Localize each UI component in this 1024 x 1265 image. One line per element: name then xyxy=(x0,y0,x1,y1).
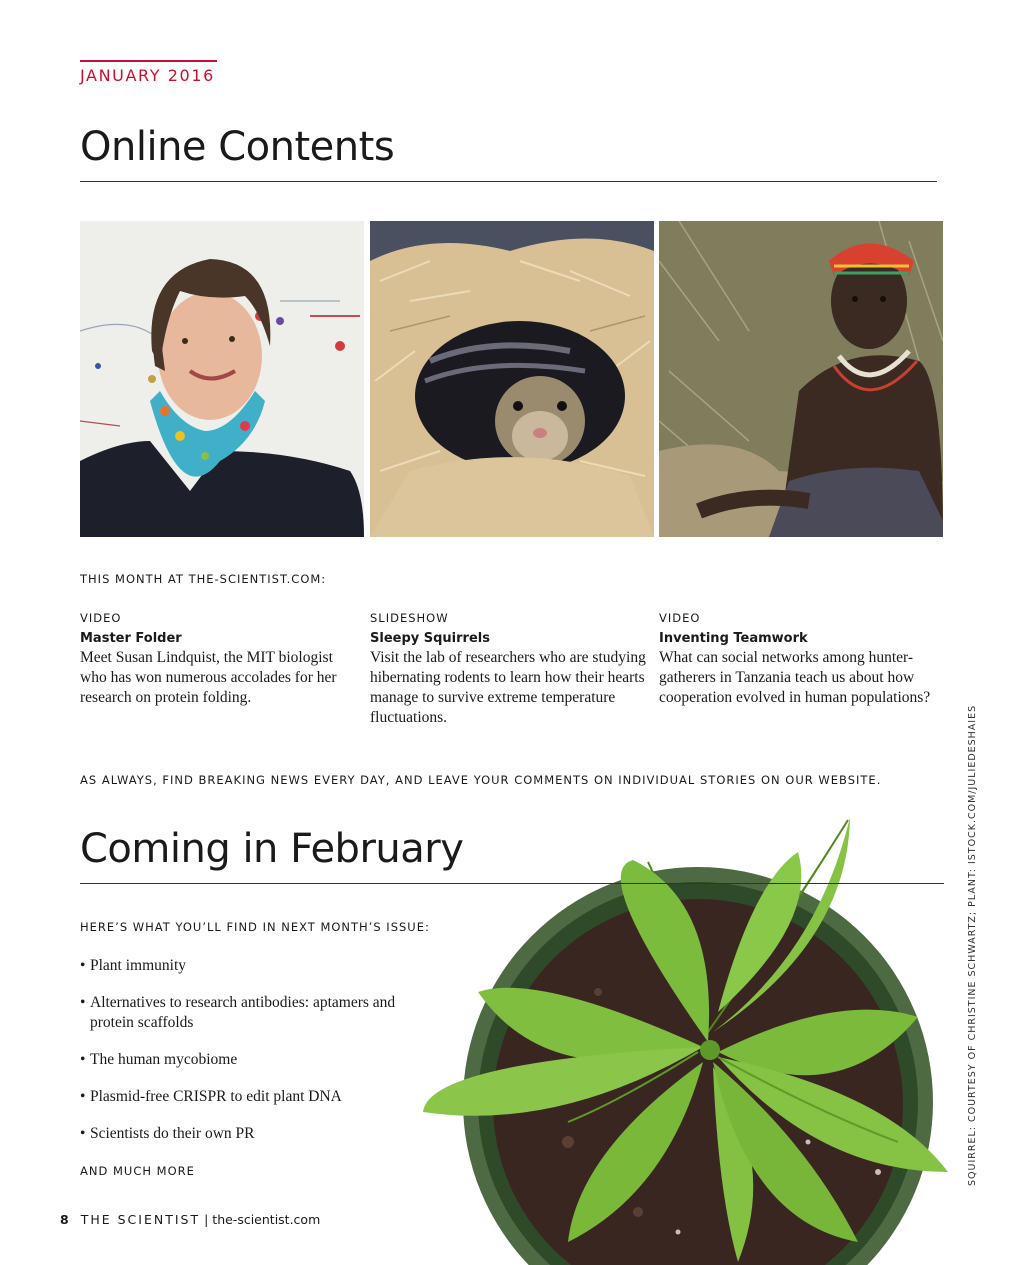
page-footer xyxy=(60,1212,320,1227)
bullet: • xyxy=(80,957,86,974)
footer-separator: | xyxy=(204,1212,209,1227)
list-item xyxy=(80,1124,410,1144)
item-headline[interactable]: Sleepy Squirrels xyxy=(370,631,490,646)
online-contents-title: Online Contents xyxy=(80,124,395,170)
bullet: • xyxy=(80,1125,86,1142)
online-item-master-folder[interactable] xyxy=(80,611,362,708)
list-item-text: Alternatives to research antibodies: aptamers and protein scaffolds xyxy=(90,994,396,1031)
bullet: • xyxy=(80,1088,86,1105)
list-item-text: The human mycobiome xyxy=(90,1051,238,1068)
list-item xyxy=(80,993,410,1033)
photo-susan-lindquist xyxy=(80,221,364,537)
bullet: • xyxy=(80,994,86,1011)
list-item xyxy=(80,956,410,976)
item-kind: SLIDESHOW xyxy=(370,611,449,625)
list-item xyxy=(80,1050,410,1070)
coming-in-february-title: Coming in February xyxy=(80,826,464,872)
online-contents-rule xyxy=(80,181,937,182)
list-item xyxy=(80,1087,410,1107)
bullet: • xyxy=(80,1051,86,1068)
item-kind: VIDEO xyxy=(80,611,122,625)
list-item-text: Scientists do their own PR xyxy=(90,1125,255,1142)
page-number: 8 xyxy=(60,1212,69,1227)
photo-pepper-plant xyxy=(418,812,958,1265)
next-issue-intro: HERE’S WHAT YOU’LL FIND IN NEXT MONTH’S ISSUE: xyxy=(80,920,430,934)
issue-date-rule xyxy=(80,60,217,62)
item-headline[interactable]: Inventing Teamwork xyxy=(659,631,808,646)
next-issue-list xyxy=(80,956,410,1161)
magazine-name: THE SCIENTIST xyxy=(80,1212,201,1227)
issue-date: JANUARY 2016 xyxy=(80,66,215,85)
coming-in-february-rule xyxy=(80,883,944,884)
item-description: Visit the lab of researchers who are studying hibernating rodents to learn how their hearts manage to survive extreme temperature fluctuations. xyxy=(370,649,646,726)
online-item-sleepy-squirrels[interactable] xyxy=(370,611,652,728)
item-description: Meet Susan Lindquist, the MIT biologist who has won numerous accolades for her research on protein folding. xyxy=(80,649,337,706)
footer-site-link[interactable]: the-scientist.com xyxy=(212,1212,321,1227)
list-item-text: Plasmid-free CRISPR to edit plant DNA xyxy=(90,1088,342,1105)
photo-hibernating-squirrel xyxy=(370,221,654,537)
item-description: What can social networks among hunter-gatherers in Tanzania teach us about how cooperation evolved in human populations? xyxy=(659,649,931,706)
item-kind: VIDEO xyxy=(659,611,701,625)
online-contents-intro: THIS MONTH AT THE-SCIENTIST.COM: xyxy=(80,572,327,586)
online-item-inventing-teamwork[interactable] xyxy=(659,611,941,708)
photo-hunter-gatherer xyxy=(659,221,943,537)
and-much-more: AND MUCH MORE xyxy=(80,1164,195,1178)
item-headline[interactable]: Master Folder xyxy=(80,631,182,646)
list-item-text: Plant immunity xyxy=(90,957,187,974)
online-contents-outro: AS ALWAYS, FIND BREAKING NEWS EVERY DAY, AND LEAVE YOUR COMMENTS ON INDIVIDUAL STORIES ON OUR WEBSITE. xyxy=(80,773,882,787)
photo-credit: SQUIRREL: COURTESY OF CHRISTINE SCHWARTZ; PLANT: ISTOCK.COM/JULIEDESHAIES xyxy=(967,704,978,1186)
